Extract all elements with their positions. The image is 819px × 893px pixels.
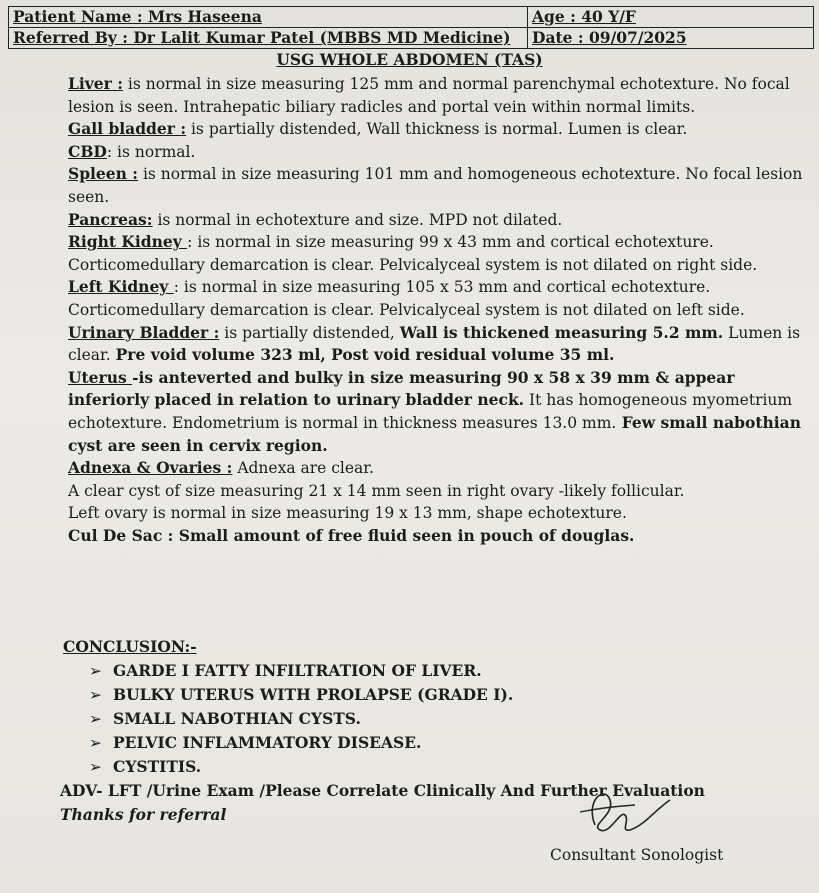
finding-cul-de-sac: Cul De Sac : Small amount of free fluid seen in pouch of douglas. — [68, 525, 635, 545]
bladder-label: Urinary Bladder : — [68, 322, 220, 342]
patient-name: Patient Name : Mrs Haseena — [9, 7, 528, 28]
right-kidney-text: : is normal in size measuring 99 x 43 mm and cortical echotexture. Corticomedullary demarcation is clear. Pelvicalyceal system is not dilated on right side. — [68, 233, 758, 274]
spleen-text: is normal in size measuring 101 mm and homogeneous echotexture. No focal lesion seen. — [68, 165, 803, 206]
patient-age: Age : 40 Y/F — [528, 7, 814, 28]
bladder-bold-1: Wall is thickened measuring 5.2 mm. — [399, 322, 724, 342]
thanks-line: Thanks for referral — [60, 805, 227, 824]
bladder-text-2: Lumen is clear. — [68, 323, 801, 365]
conclusion-item — [89, 659, 803, 683]
conclusion-heading: CONCLUSION:- — [63, 637, 197, 656]
signature-flourish — [580, 805, 635, 812]
finding-uterus — [68, 367, 813, 457]
report-date-text: Date : 09/07/2025 — [532, 28, 687, 47]
cbd-label: CBD — [68, 141, 107, 161]
findings-section — [68, 73, 813, 547]
left-kidney-label: Left Kidney — [68, 277, 174, 297]
report-date — [528, 28, 814, 49]
finding-liver — [68, 73, 813, 118]
signature-scribble — [575, 770, 695, 850]
finding-left-kidney — [68, 276, 813, 321]
arrow-bullet-icon: ➢ — [89, 758, 102, 776]
arrow-bullet-icon: ➢ — [89, 734, 102, 752]
pancreas-text: is normal in echotexture and size. MPD not dilated. — [152, 210, 563, 229]
gallbladder-label: Gall bladder : — [68, 119, 187, 139]
liver-label: Liver : — [68, 74, 123, 93]
cbd-text: : is normal. — [106, 142, 196, 161]
uterus-bold-2: Few small nabothian cyst are seen in cervix region. — [68, 412, 801, 455]
uterus-label: Uterus — [68, 367, 133, 387]
gallbladder-text: is partially distended, Wall thickness is normal. Lumen is clear. — [186, 120, 688, 139]
left-kidney-text: : is normal in size measuring 105 x 53 mm and cortical echotexture. Corticomedullary demarcation is clear. Pelvicalyceal system is not dilated on left side. — [68, 278, 745, 319]
bladder-bold-2: Pre void volume 323 ml, Post void residual volume 35 ml. — [115, 345, 615, 365]
conclusion-item-text: GARDE I FATTY INFILTRATION OF LIVER. — [113, 661, 482, 680]
right-kidney-label: Right Kidney — [68, 232, 188, 252]
uterus-text: It has homogeneous myometrium echotexture. Endometrium is normal in thickness measures 13.0 mm. — [68, 391, 793, 432]
adnexa-label: Adnexa & Ovaries : — [68, 458, 233, 478]
pancreas-label: Pancreas: — [68, 209, 153, 229]
finding-pancreas — [68, 209, 813, 232]
finding-adnexa — [68, 457, 813, 480]
advice-line: ADV- LFT /Urine Exam /Please Correlate Clinically And Further Evaluation — [60, 781, 705, 800]
finding-right-ovary: A clear cyst of size measuring 21 x 14 mm seen in right ovary -likely follicular. — [68, 481, 685, 500]
arrow-bullet-icon: ➢ — [89, 686, 102, 704]
referred-by — [9, 28, 528, 49]
finding-spleen — [68, 163, 813, 208]
conclusion-item — [89, 731, 803, 755]
finding-urinary-bladder — [68, 322, 813, 367]
conclusion-item — [89, 707, 803, 731]
signature-stroke — [592, 794, 670, 831]
report-title: USG WHOLE ABDOMEN (TAS) — [276, 50, 543, 69]
patient-header-table — [8, 6, 814, 49]
conclusion-item-text: CYSTITIS. — [113, 757, 202, 776]
spleen-label: Spleen : — [68, 164, 139, 184]
conclusion-item-text: BULKY UTERUS WITH PROLAPSE (GRADE I). — [113, 685, 514, 704]
arrow-bullet-icon: ➢ — [89, 662, 102, 680]
adnexa-text: Adnexa are clear. — [232, 459, 374, 478]
signature-title: Consultant Sonologist — [550, 846, 724, 864]
conclusion-item — [89, 683, 803, 707]
conclusion-list — [63, 659, 803, 779]
finding-cbd — [68, 141, 813, 164]
referred-by-text: Referred By : Dr Lalit Kumar Patel (MBBS MD Medicine) — [13, 28, 511, 47]
uterus-bold-1: -is anteverted and bulky in size measuring 90 x 58 x 39 mm & appear inferiorly placed in relation to urinary bladder neck. — [68, 367, 735, 410]
liver-text: is normal in size measuring 125 mm and normal parenchymal echotexture. No focal lesion is seen. Intrahepatic biliary radicles and portal vein within normal limits. — [68, 75, 790, 116]
finding-right-kidney — [68, 231, 813, 276]
arrow-bullet-icon: ➢ — [89, 710, 102, 728]
finding-left-ovary: Left ovary is normal in size measuring 19 x 13 mm, shape echotexture. — [68, 504, 627, 523]
conclusion-item-text: PELVIC INFLAMMATORY DISEASE. — [113, 733, 422, 752]
conclusion-item — [89, 755, 803, 779]
bladder-text-1: is partially distended, — [219, 323, 400, 342]
conclusion-item-text: SMALL NABOTHIAN CYSTS. — [113, 709, 361, 728]
finding-gallbladder — [68, 118, 813, 141]
